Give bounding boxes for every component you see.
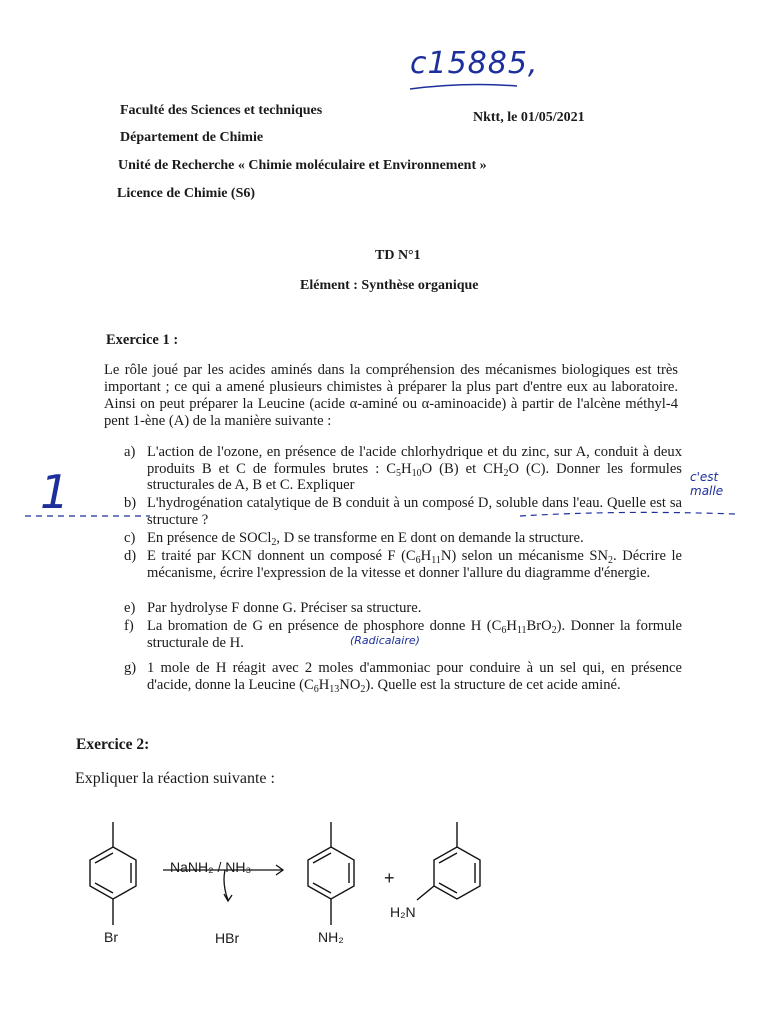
item-d-letter: d) [124, 548, 137, 564]
item-a-body: L'action de l'ozone, en présence de l'acide chlorhydrique et du zinc, sur A, conduit à deux produits B et C de formules brutes : $C_5H_{10}O$ (B) et $CH_2O$ (C). Donner les formules structurales de A, B et C. Expliquer [147, 444, 682, 493]
plus-sign: + [384, 868, 395, 888]
exercise2-prompt: Expliquer la réaction suivante : [75, 770, 275, 787]
item-e-text [147, 600, 682, 617]
item-e-letter: e) [124, 600, 136, 616]
reactant-ring [90, 822, 136, 925]
item-c-body: En présence de SOCl$_2$, D se transforme en E dont on demande la structure. [147, 530, 584, 548]
element-title: Elément : Synthèse organique [300, 278, 479, 293]
exercise1-intro: Le rôle joué par les acides aminés dans la compréhension des mécanismes biologiques est très important ; ce qui a amené plusieurs chimistes à préparer la plus part d'entre eux au laboratoire. Ainsi on peut préparer la Leucine (acide α-aminé ou α-aminoacide) à partir de l'alcène méthyl-4 pent 1-ène (A) de la manière suivante : [104, 362, 678, 429]
item-d-text [147, 548, 682, 581]
reaction-scheme [0, 810, 768, 970]
item-g-letter: g) [124, 660, 137, 676]
product2-ring [417, 822, 480, 900]
reagent-label: NaNH₂ / NH₃ [170, 859, 252, 875]
handwritten-margin-mark: 1 [40, 465, 70, 519]
product1-ring [308, 822, 354, 925]
item-a-text [147, 444, 682, 494]
reactant-substituent: Br [104, 929, 118, 945]
product1-substituent: NH₂ [318, 929, 344, 945]
item-b-body: L'hydrogénation catalytique de B conduit à un composé D, soluble dans l'eau. Quelle est sa structure ? [147, 495, 682, 528]
faculty-name: Faculté des Sciences et techniques [120, 103, 323, 118]
td-title: TD N°1 [375, 248, 421, 263]
exercise2-heading: Exercice 2: [76, 736, 150, 753]
byproduct-label: HBr [215, 930, 240, 946]
item-g-body: 1 mole de H réagit avec 2 moles d'ammoniac pour conduire à un sel qui, en présence d'acide, donne la Leucine $(C_6H_{13}NO_2)$. Quelle est la structure de cet acide aminé. [147, 660, 682, 695]
item-g-text [147, 660, 682, 693]
item-f-body: La bromation de G en présence de phosphore donne H $(C_6H_{11}BrO_2)$. Donner la formule structurale de H. [147, 618, 682, 651]
handwritten-underline [405, 80, 525, 96]
handwritten-code: c15885, [410, 46, 539, 81]
item-e-body: Par hydrolyse F donne G. Préciser sa structure. [147, 600, 422, 616]
licence-level: Licence de Chimie (S6) [117, 186, 256, 201]
research-unit: Unité de Recherche « Chimie moléculaire et Environnement » [118, 158, 487, 173]
department-name: Département de Chimie [120, 130, 264, 145]
item-c-letter: c) [124, 530, 136, 546]
exercise1-heading: Exercice 1 : [106, 332, 179, 348]
handwritten-side-note: c'est malle [690, 470, 724, 498]
item-b-letter: b) [124, 495, 137, 511]
item-c-text [147, 530, 682, 547]
item-f-letter: f) [124, 618, 134, 634]
item-a-letter: a) [124, 444, 136, 460]
handwritten-dashed-line [20, 508, 740, 522]
item-d-body: E traité par KCN donnent un composé F $(C_6H_{11}N)$ selon un mécanisme $SN_2$. Décrire le mécanisme, écrire l'expression de la vitesse et donner l'allure du diagramme d'énergie. [147, 548, 682, 581]
product2-substituent: H₂N [390, 904, 416, 920]
handwritten-radical-note: (Radicalaire) [350, 634, 420, 647]
place-date: Nktt, le 01/05/2021 [473, 110, 585, 125]
